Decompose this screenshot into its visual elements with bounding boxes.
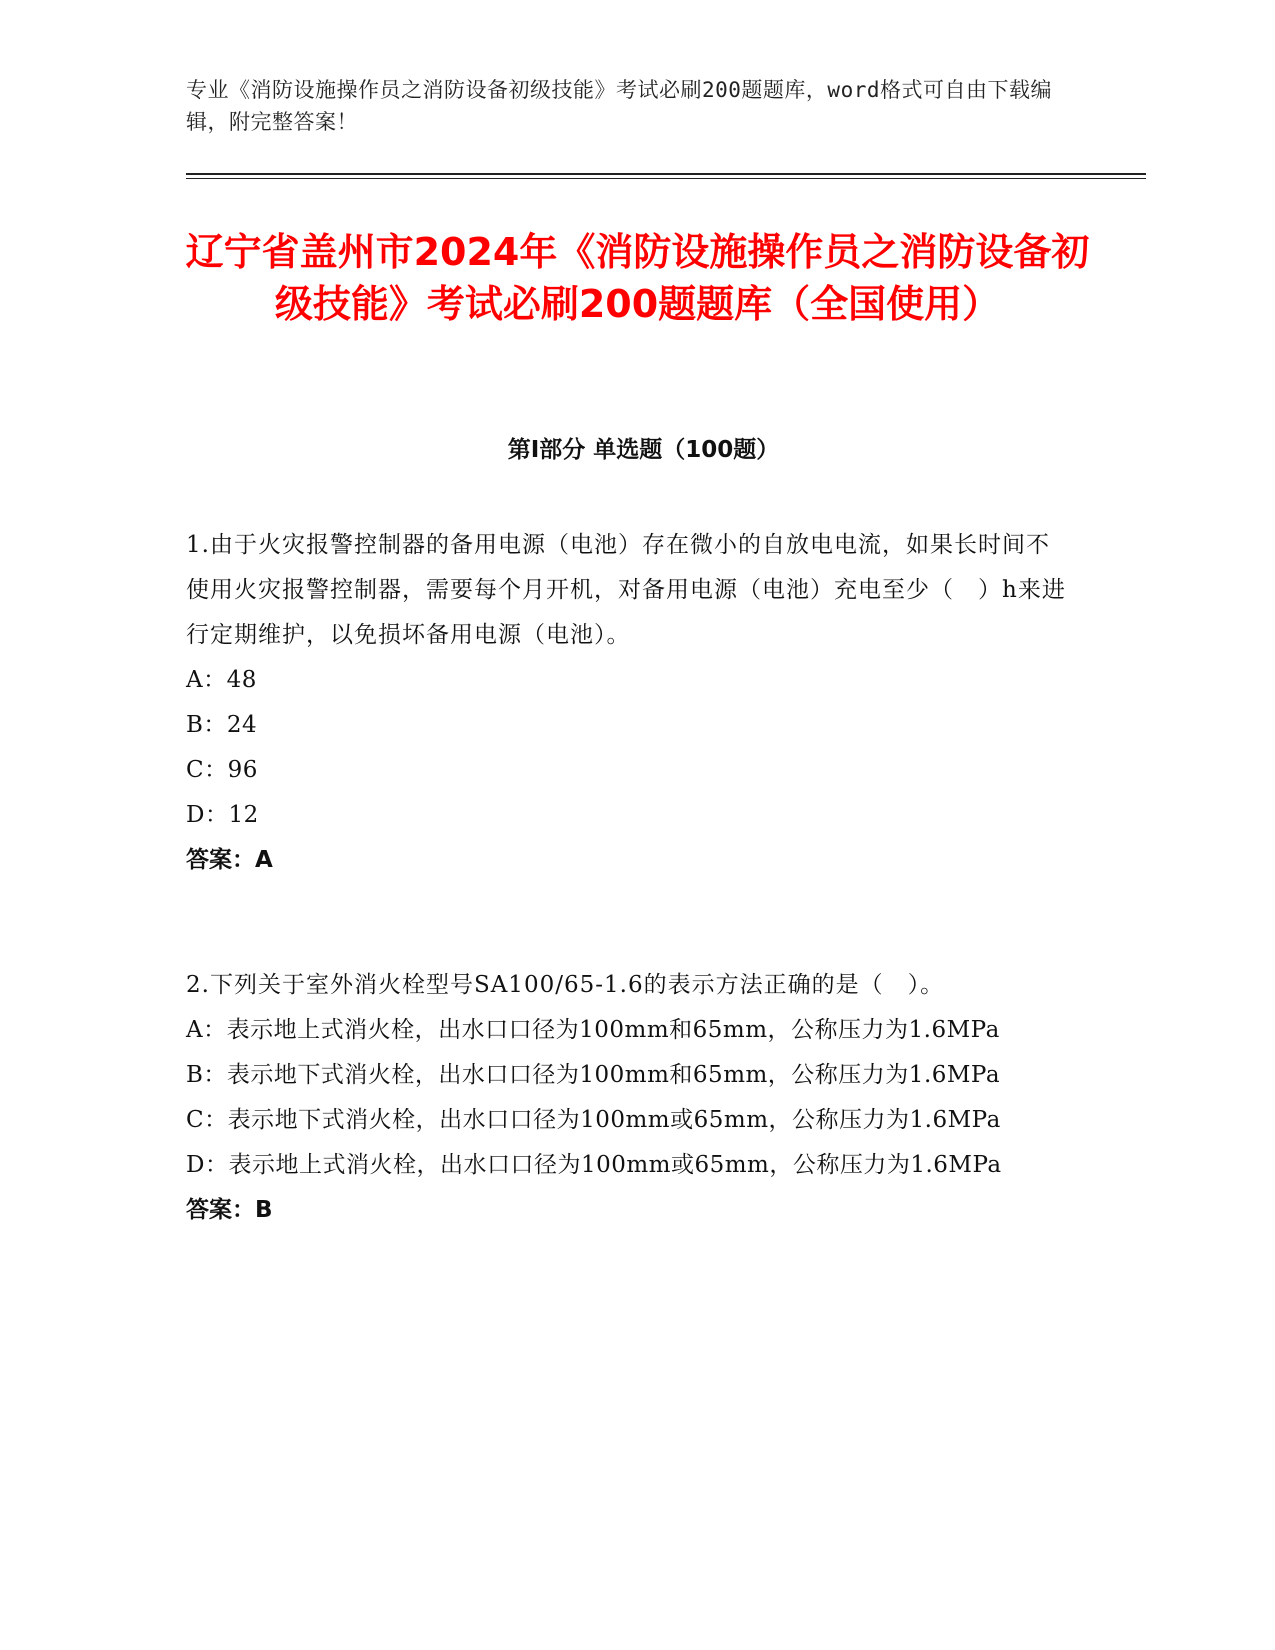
option-c: C：表示地下式消火栓，出水口口径为100mm或65mm，公称压力为1.6MPa — [186, 1107, 1001, 1133]
question-1 — [186, 523, 1066, 883]
option-a: A：48 — [186, 667, 257, 693]
document-title: 辽宁省盖州市2024年《消防设施操作员之消防设备初级技能》考试必刷200题题库（全国使用） — [185, 230, 1090, 326]
section-heading: 第I部分 单选题（100题） — [507, 437, 780, 463]
option-d: D：表示地上式消火栓，出水口口径为100mm或65mm，公称压力为1.6MPa — [186, 1152, 1002, 1178]
header-divider-thick — [186, 173, 1146, 175]
header-divider-thin — [186, 178, 1146, 179]
option-b: B：24 — [186, 712, 258, 738]
question-2 — [186, 963, 1066, 1233]
question-stem: 1.由于火灾报警控制器的备用电源（电池）存在微小的自放电电流，如果长时间不使用火灾报警控制器，需要每个月开机，对备用电源（电池）充电至少（ ）h来进行定期维护，以免损坏备用电源（电池）。 — [186, 532, 1066, 648]
option-a: A：表示地上式消火栓，出水口口径为100mm和65mm，公称压力为1.6MPa — [186, 1017, 1000, 1043]
option-d: D：12 — [186, 802, 259, 828]
option-c: C：96 — [186, 757, 258, 783]
answer-line: 答案：B — [186, 1197, 273, 1223]
header-note: 专业《消防设施操作员之消防设备初级技能》考试必刷200题题库，word格式可自由下载编辑，附完整答案！ — [186, 78, 1052, 134]
question-stem: 2.下列关于室外消火栓型号SA100/65-1.6的表示方法正确的是（ ）。 — [186, 972, 945, 998]
option-b: B：表示地下式消火栓，出水口口径为100mm和65mm，公称压力为1.6MPa — [186, 1062, 1001, 1088]
answer-line: 答案：A — [186, 847, 273, 873]
